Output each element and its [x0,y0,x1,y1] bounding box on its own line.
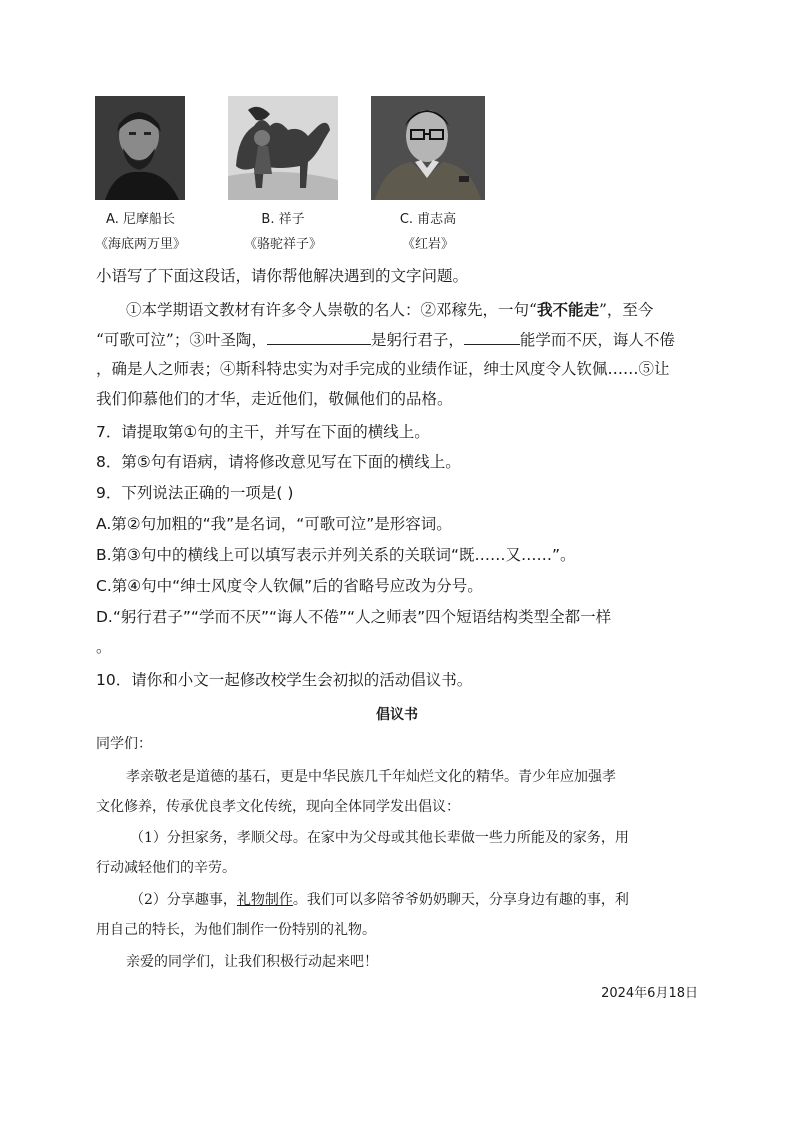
caption-b: B. 祥子 [261,212,305,227]
question-9: 9．下列说法正确的一项是( ) [96,484,294,502]
proposal-date: 2024年6月18日 [601,986,698,1001]
book-b: 《骆驼祥子》 [243,237,322,252]
question-7: 7．请提取第①句的主干，并写在下面的横线上。 [96,423,430,441]
proposal-text: 。我们可以多陪爷爷奶奶聊天，分享身边有趣的事，利 [292,892,629,908]
photo-xiangzi [228,96,338,200]
passage-text: ”，至今 [598,301,654,319]
proposal-title: 倡议书 [376,707,418,723]
book-c: 《红岩》 [401,237,454,252]
proposal-p1-line1: 孝亲敬老是道德的基石，更是中华民族几千年灿烂文化的精华。青少年应加强孝 [126,769,616,785]
caption-a: A. 尼摩船长 [106,212,175,227]
question-8: 8．第⑤句有语病，请将修改意见写在下面的横线上。 [96,453,461,471]
book-a: 《海底两万里》 [95,237,187,252]
passage-line-2 [96,330,675,350]
passage-text: “可歌可泣”；③叶圣陶， [96,331,267,349]
proposal-p3-line1 [130,890,629,910]
option-d: D.“躬行君子”“学而不厌”“诲人不倦”“人之师表”四个短语结构类型全都一样 [96,608,612,626]
passage-line-4: 我们仰慕他们的才华，走近他们，敬佩他们的品格。 [96,390,453,408]
passage-line-3: ，确是人之师表；④斯科特忠实为对手完成的业绩作证，绅士风度令人钦佩……⑤让 [96,360,670,378]
option-b: B.第③句中的横线上可以填写表示并列关系的关联词“既……又……”。 [96,546,576,564]
bold-phrase: 我不能走 [536,300,599,319]
proposal-p2-line2: 行动减轻他们的辛劳。 [96,860,236,876]
portrait-image [371,96,485,200]
proposal-closing: 亲爱的同学们，让我们积极行动起来吧！ [126,954,378,970]
passage-text: 能学而不厌，诲人不倦 [519,331,675,349]
proposal-p2-line1: （1）分担家务，孝顺父母。在家中为父母或其他长辈做一些力所能及的家务，用 [130,830,629,846]
underlined-phrase: 礼物制作 [236,892,293,908]
photo-pu-zhigao [371,96,485,200]
photo-card-b [228,96,338,252]
passage-line-1 [126,300,653,320]
portrait-image [95,96,185,200]
photo-nemo [95,96,185,200]
fill-blank-2[interactable] [464,330,520,345]
fill-blank-1[interactable] [267,330,371,345]
proposal-p3-line2: 用自己的特长，为他们制作一份特别的礼物。 [96,922,376,938]
caption-c: C. 甫志高 [399,212,457,227]
option-c: C.第④句中“绅士风度令人钦佩”后的省略号应改为分号。 [96,577,483,595]
passage-text: 是躬行君子， [370,331,464,349]
photo-card-a [95,96,186,252]
intro-text: 小语写了下面这段话，请你帮他解决遇到的文字问题。 [96,267,469,285]
camel-image [228,96,338,200]
photo-card-c [371,96,485,252]
passage-text: ①本学期语文教材有许多令人崇敬的名人：②邓稼先，一句“ [126,301,537,319]
option-d-end: 。 [96,638,112,656]
proposal-p1-line2: 文化修养，传承优良孝文化传统，现向全体同学发出倡议： [96,799,460,815]
proposal-text: （2）分享趣事， [130,892,237,908]
option-a: A.第②句加粗的“我”是名词，“可歌可泣”是形容词。 [96,515,452,533]
proposal-greeting: 同学们： [96,736,152,752]
question-10: 10．请你和小文一起修改校学生会初拟的活动倡议书。 [96,671,473,689]
photo-row [95,96,495,256]
